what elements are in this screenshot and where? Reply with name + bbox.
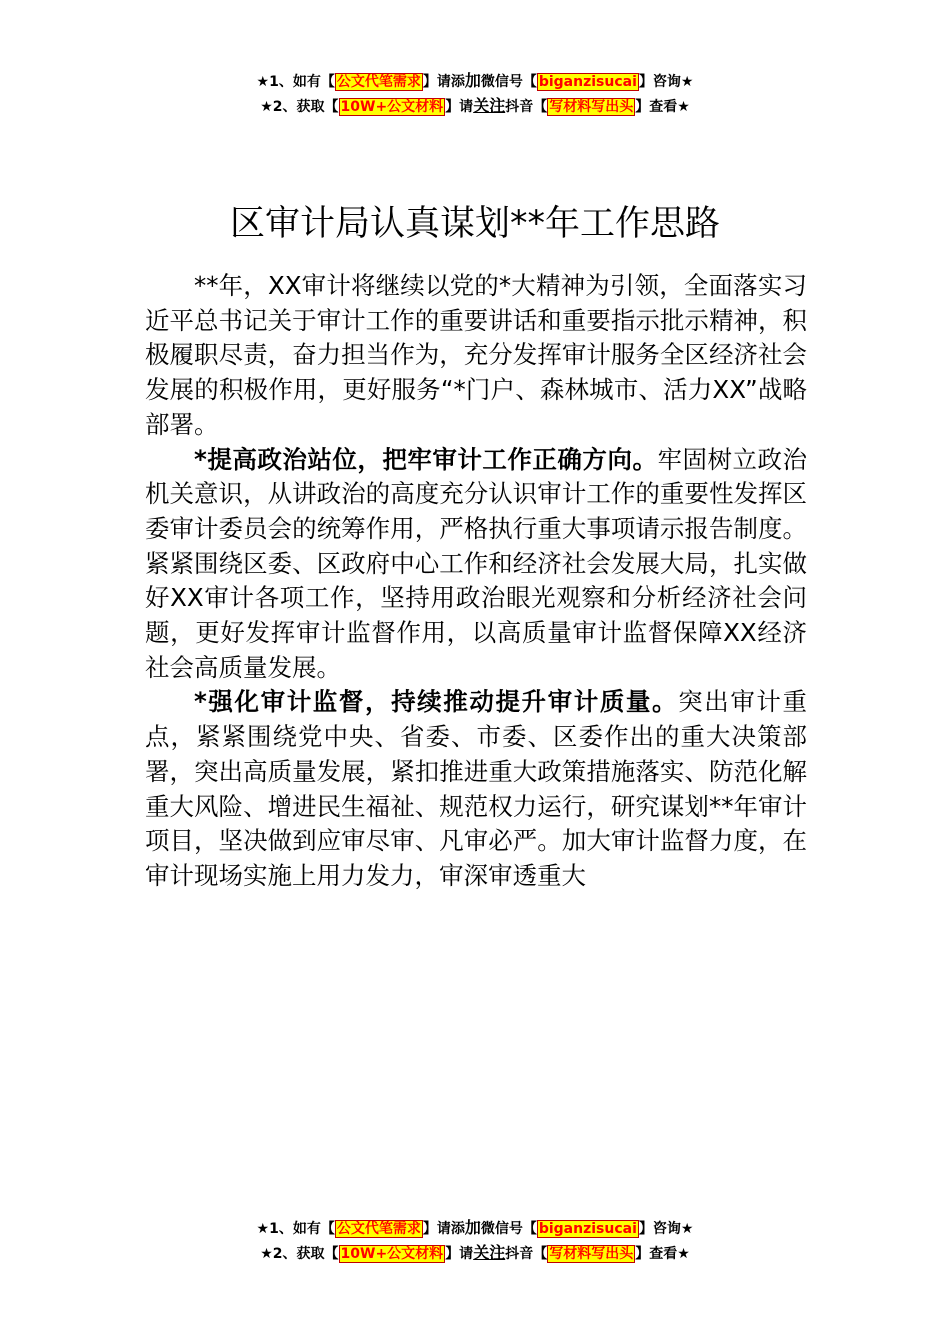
document-title: 区审计局认真谋划**年工作思路	[229, 204, 720, 245]
highlight-wechat-id: biganzisucai	[538, 74, 637, 90]
highlight-service: 公文代笔需求	[336, 1221, 421, 1237]
highlight-wechat-id: biganzisucai	[538, 1221, 637, 1237]
highlight-douyin: 写材料写出头	[549, 1246, 634, 1262]
highlight-service: 公文代笔需求	[336, 74, 421, 90]
banner-line-1: ★1、如有【 公文代笔需求 】请添加微信号【 biganzisucai 】咨询★	[256, 71, 694, 90]
header-banner	[0, 69, 950, 119]
banner-line-2: ★2、获取【 10W+公文材料 】请关注抖音【 写材料写出头 】查看★	[260, 1243, 690, 1262]
paragraph-audit-supervision: *强化审计监督，持续推动提升审计质量。突出审计重点，紧紧围绕党中央、省委、市委、区委作出的重大决策部署，突出高质量发展，紧扣推进重大政策措施落实、防范化解重大风险、增进民生福祉、规范权力运行，研究谋划**年审计项目，坚决做到应审尽审、凡审必严。加大审计监督力度，在审计现场实施上用力发力，审深审透重大	[145, 687, 808, 890]
paragraph-intro: **年，XX审计将继续以党的*大精神为引领，全面落实习近平总书记关于审计工作的重要讲话和重要指示批示精神，积极履职尽责，奋力担当作为，充分发挥审计服务全区经济社会发展的积极作用，更好服务“*门户、森林城市、活力XX”战略部署。	[145, 271, 807, 439]
highlight-materials: 10W+公文材料	[340, 99, 444, 115]
paragraph-lead: *强化审计监督，持续推动提升审计质量。	[194, 687, 679, 717]
highlight-materials: 10W+公文材料	[340, 1246, 444, 1262]
banner-line-2: ★2、获取【 10W+公文材料 】请关注抖音【 写材料写出头 】查看★	[260, 96, 690, 115]
highlight-douyin: 写材料写出头	[549, 99, 634, 115]
paragraph-lead: *提高政治站位，把牢审计工作正确方向。	[194, 444, 658, 474]
document-body	[145, 269, 807, 894]
paragraph-political: *提高政治站位，把牢审计工作正确方向。牢固树立政治机关意识，从讲政治的高度充分认识审计工作的重要性发挥区委审计委员会的统筹作用，严格执行重大事项请示报告制度。紧紧围绕区委、区政府中心工作和经济社会发展大局，扎实做好XX审计各项工作，坚持用政治眼光观察和分析经济社会问题，更好发挥审计监督作用，以高质量审计监督保障XX经济社会高质量发展。	[145, 444, 808, 682]
banner-line-1: ★1、如有【 公文代笔需求 】请添加微信号【 biganzisucai 】咨询★	[256, 1218, 694, 1237]
footer-banner	[0, 1216, 950, 1266]
